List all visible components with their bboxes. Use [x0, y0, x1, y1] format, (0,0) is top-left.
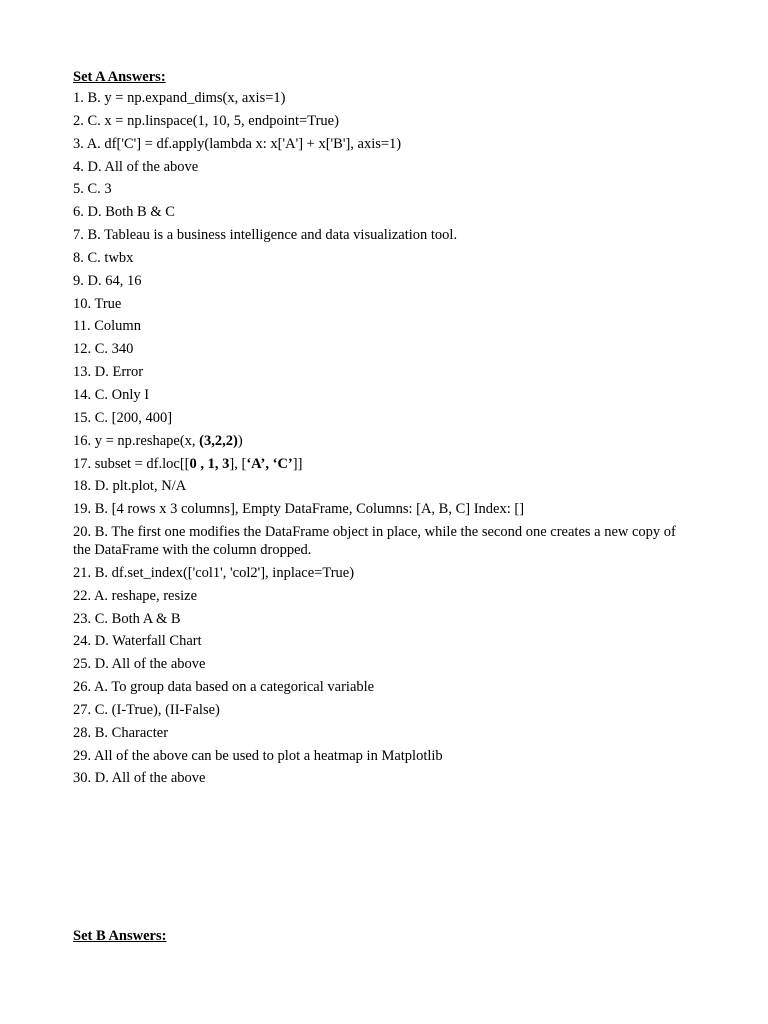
set-a-answer-list [73, 89, 683, 792]
answer-25: 25. D. All of the above [73, 656, 206, 673]
answer-17: 17. subset = df.loc[[0 , 1, 3], [‘A’, ‘C’]] [73, 455, 303, 472]
answer-4: 4. D. All of the above [73, 158, 199, 175]
answer-27: 27. C. (I-True), (II-False) [73, 701, 220, 718]
answer-14: 14. C. Only I [73, 386, 150, 403]
answer-16: 16. y = np.reshape(x, (3,2,2)) [73, 432, 243, 449]
answer-26: 26. A. To group data based on a categorical variable [73, 679, 375, 696]
answer-1: 1. B. y = np.expand_dims(x, axis=1) [73, 90, 286, 106]
answer-28: 28. B. Character [73, 724, 169, 741]
answer-8: 8. C. twbx [73, 249, 134, 266]
answer-18: 18. D. plt.plot, N/A [73, 478, 187, 495]
answer-29: 29. All of the above can be used to plot a heatmap in Matplotlib [73, 747, 443, 764]
set-a-heading: Set A Answers: [73, 69, 166, 85]
answer-15: 15. C. [200, 400] [73, 409, 173, 426]
answer-24: 24. D. Waterfall Chart [73, 633, 202, 650]
set-b-heading: Set B Answers: [73, 928, 167, 944]
answer-20: 20. B. The first one modifies the DataFrame object in place, while the second one creates a new copy of the DataFrame with the column dropped. [73, 524, 676, 559]
answer-5: 5. C. 3 [73, 181, 112, 198]
answer-13: 13. D. Error [73, 364, 144, 381]
answer-10: 10. True [73, 295, 122, 312]
answer-22: 22. A. reshape, resize [73, 587, 198, 604]
answer-7: 7. B. Tableau is a business intelligence and data visualization tool. [73, 227, 458, 244]
answer-23: 23. C. Both A & B [73, 610, 181, 627]
answer-30: 30. D. All of the above [73, 770, 206, 787]
answer-19: 19. B. [4 rows x 3 columns], Empty DataFrame, Columns: [A, B, C] Index: [] [73, 501, 525, 518]
answer-9: 9. D. 64, 16 [73, 272, 142, 289]
answer-12: 12. C. 340 [73, 341, 134, 358]
answer-21: 21. B. df.set_index(['col1', 'col2'], inplace=True) [73, 564, 355, 581]
answer-3: 3. A. df['C'] = df.apply(lambda x: x['A'] + x['B'], axis=1) [73, 135, 402, 152]
answer-11: 11. Column [73, 318, 141, 335]
answer-6: 6. D. Both B & C [73, 204, 175, 221]
answer-2: 2. C. x = np.linspace(1, 10, 5, endpoint=True) [73, 112, 339, 129]
